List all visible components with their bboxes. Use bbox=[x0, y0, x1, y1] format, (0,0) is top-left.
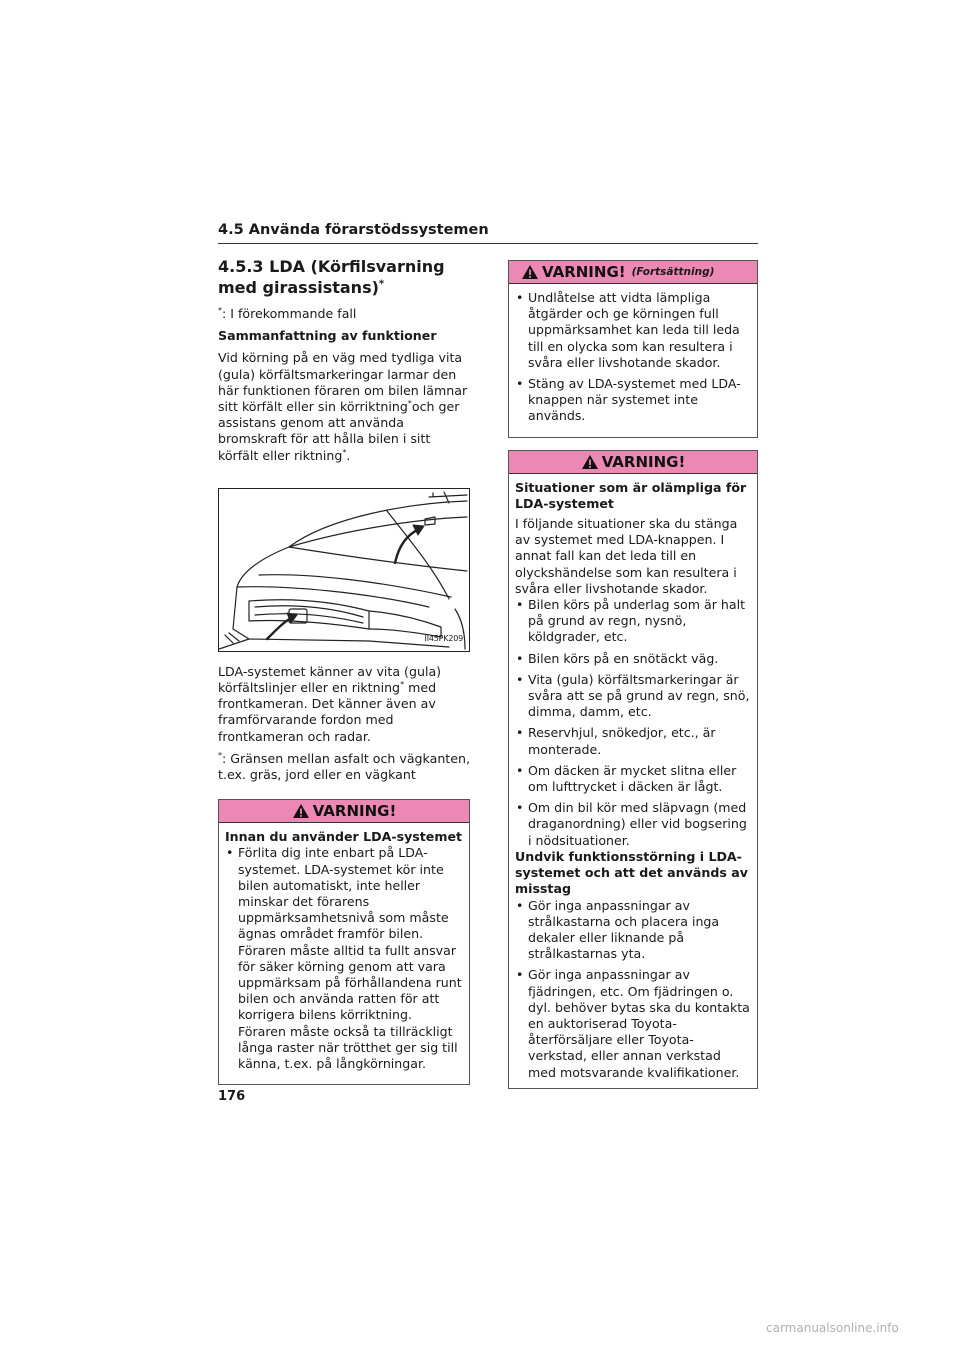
intro-part1: Vid körning på en väg med tydliga vita (gula) körfältsmarkeringar larmar den här funktionen föraren om bilen lämnar sitt körfält eller sin körriktning bbox=[218, 350, 468, 415]
warning-triangle-icon bbox=[292, 803, 310, 819]
warning-heading: Innan du använder LDA-systemet bbox=[225, 829, 463, 845]
list-item: • Undlåtelse att vidta lämpliga åtgärder och ge körningen full uppmärksamhet kan leda till leda till en olycka som kan resultera i svåra eller livshotande skador. bbox=[515, 290, 751, 371]
warning-triangle-icon bbox=[521, 264, 539, 280]
page-title bbox=[218, 256, 470, 298]
warning-triangle-icon bbox=[581, 454, 599, 470]
list-item: • Reservhjul, snökedjor, etc., är monterade. bbox=[515, 725, 751, 757]
list-item: • Bilen körs på en snötäckt väg. bbox=[515, 651, 751, 667]
warning-body bbox=[509, 474, 757, 1088]
warning-heading-unsuitable: Situationer som är olämpliga för LDA-systemet bbox=[515, 479, 747, 511]
warning-bullets-avoid bbox=[515, 898, 751, 1081]
title-text: 4.5.3 LDA (Körfilsvarning med girassistans) bbox=[218, 257, 445, 297]
car-camera-figure bbox=[218, 488, 470, 652]
list-item: • Bilen körs på underlag som är halt på grund av regn, nysnö, köldgrader, etc. bbox=[515, 597, 751, 646]
note-optional bbox=[218, 306, 470, 322]
warning-bar bbox=[219, 800, 469, 823]
note-text: : I förekommande fall bbox=[222, 306, 357, 321]
footnote-asterisk: * bbox=[218, 750, 222, 760]
warning-box-before-use bbox=[218, 799, 470, 1085]
warning-bar bbox=[509, 261, 757, 284]
warning-bullets bbox=[225, 845, 463, 1072]
warning-continued-label: (Fortsättning) bbox=[631, 265, 715, 278]
section-header: 4.5 Använda förarstödssystemen bbox=[218, 222, 758, 244]
intro-part3: . bbox=[346, 447, 351, 463]
warning-title: VARNING! bbox=[312, 802, 397, 821]
title-asterisk: * bbox=[378, 278, 385, 290]
footnote-text: : Gränsen mellan asfalt och vägkanten, t.ex. gräs, jord eller en vägkant bbox=[218, 750, 470, 783]
footnote bbox=[218, 751, 470, 783]
warning-title: VARNING! bbox=[601, 452, 686, 471]
intro-paragraph bbox=[218, 350, 470, 463]
list-item: • Gör inga anpassningar av fjädringen, etc. Om fjädringen o. dyl. behöver bytas ska du kontakta en auktoriserad Toyota-återförsäljare eller Toyota-verkstad, eller annan verkstad med motsvarande kvalifikationer. bbox=[515, 967, 751, 1080]
summary-heading: Sammanfattning av funktioner bbox=[218, 328, 437, 344]
intro-asterisk-2: * bbox=[342, 447, 347, 457]
list-item: • Förlita dig inte enbart på LDA-systemet. LDA-systemet kör inte bilen automatiskt, inte heller minskar det förarens uppmärksamhetsnivå som måste ägnas området framför bilen. Föraren måste alltid ta fullt ansvar för säker körning genom att vara uppmärksam på förhållandena runt bilen och använda ratten för att korrigera bilens körriktning. Föraren måste också ta tillräckligt långa raster när trötthet ger sig till känna, t.ex. på långkörningar. bbox=[225, 845, 463, 1072]
watermark: carmanualsonline.info bbox=[766, 1321, 899, 1335]
list-item: • Om din bil kör med släpvagn (med draganordning) eller vid bogsering i nödsituationer. bbox=[515, 800, 751, 849]
camera-asterisk: * bbox=[400, 679, 405, 689]
warning-bar bbox=[509, 451, 757, 474]
intro-asterisk-1: * bbox=[407, 398, 412, 408]
car-front-camera-illustration bbox=[219, 489, 469, 651]
left-column bbox=[218, 256, 470, 1085]
page-number: 176 bbox=[218, 1089, 246, 1104]
warning-body bbox=[219, 823, 469, 1084]
note-asterisk: * bbox=[218, 305, 222, 315]
list-item: • Om däcken är mycket slitna eller om lufttrycket i däcken är lågt. bbox=[515, 763, 751, 795]
warning-body bbox=[509, 284, 757, 437]
figure-code: II45PK209 bbox=[424, 633, 463, 643]
list-item: • Vita (gula) körfältsmarkeringar är svåra att se på grund av regn, snö, dimma, damm, etc. bbox=[515, 672, 751, 721]
warning-paragraph: I följande situationer ska du stänga av systemet med LDA-knappen. I annat fall kan det leda till en olyckshändelse som kan resultera i svåra eller livshotande skador. bbox=[515, 516, 738, 596]
camera-part1: LDA-systemet känner av vita (gula) körfältslinjer eller en riktning bbox=[218, 663, 442, 696]
intro-part2: och ger assistans genom att använda bromskraft för att hålla bilen i sitt körfält eller riktning bbox=[218, 399, 460, 463]
warning-box-unsuitable bbox=[508, 450, 758, 1089]
warning-box-continued bbox=[508, 260, 758, 438]
right-column bbox=[508, 260, 758, 1089]
warning-bullets-unsuitable bbox=[515, 597, 751, 849]
camera-part2: med frontkameran. Det känner även av framförvarande fordon med frontkameran och radar. bbox=[218, 680, 437, 744]
list-item: • Stäng av LDA-systemet med LDA-knappen när systemet inte används. bbox=[515, 376, 751, 425]
warning-bullets bbox=[515, 290, 751, 425]
warning-heading-avoid: Undvik funktionsstörning i LDA-systemet och att det används av misstag bbox=[515, 848, 748, 897]
warning-title: VARNING! bbox=[542, 262, 626, 281]
camera-paragraph bbox=[218, 664, 470, 745]
list-item: • Gör inga anpassningar av strålkastarna och placera inga dekaler eller liknande på strålkastarnas yta. bbox=[515, 898, 751, 963]
